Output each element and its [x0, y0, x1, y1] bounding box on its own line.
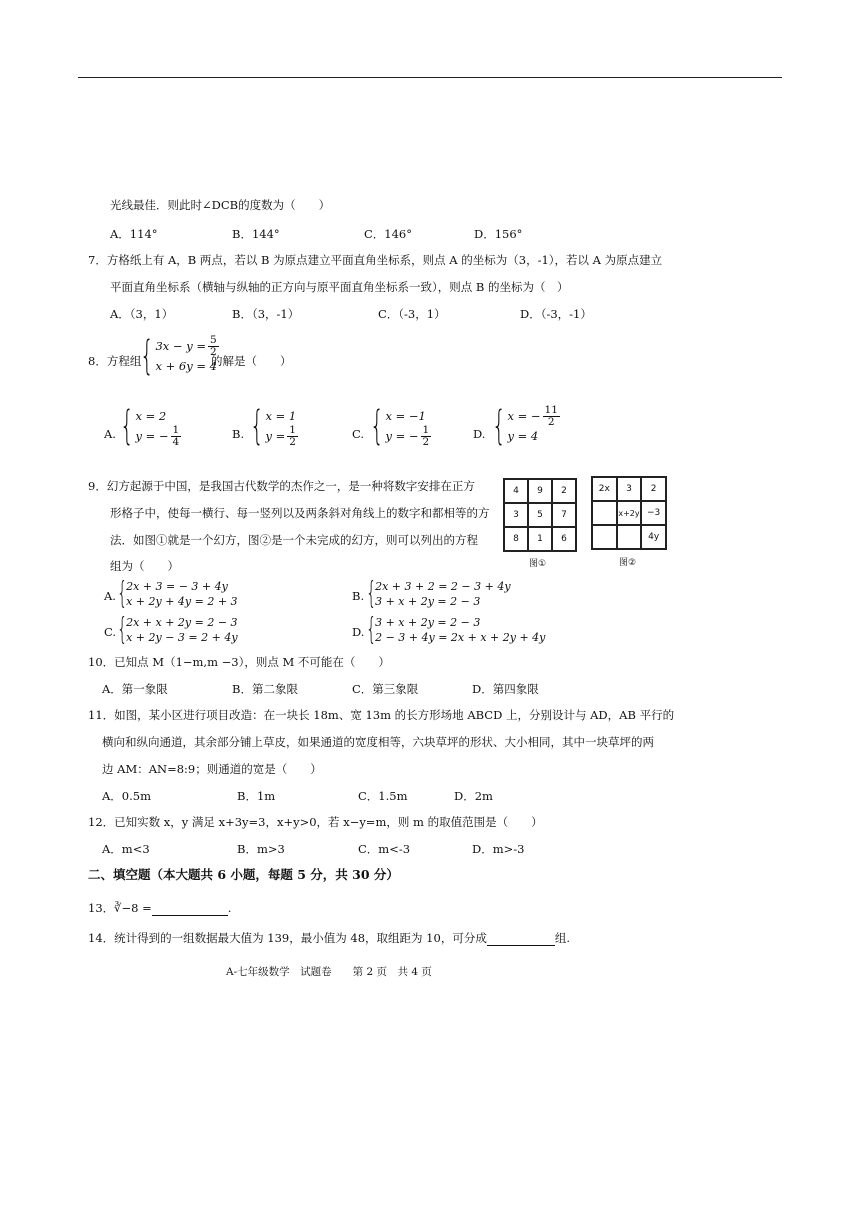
q11-option-d: D．2m: [454, 789, 493, 803]
q14-stem: 14．统计得到的一组数据最大值为 139，最小值为 48，取组距为 10，可分成: [88, 931, 487, 945]
q14-suffix: 组.: [554, 931, 570, 945]
q6-option-d: D．156°: [474, 227, 523, 241]
q6-option-c: C．146°: [364, 227, 412, 241]
page-footer: A-七年级数学 试题卷 第 2 页 共 4 页: [226, 966, 432, 978]
q9-stem-line2: 形格子中，使每一横行、每一竖列以及两条斜对角线上的数字和都相等的方: [110, 506, 490, 520]
brace-icon: {: [366, 612, 377, 647]
q7-option-b: B．（3，-1）: [232, 307, 300, 321]
q10-option-a: A．第一象限: [102, 682, 168, 696]
q11-stem-line1: 11．如图，某小区进行项目改造：在一块长 18m、宽 13m 的长方形场地 ABCD 上，分别设计与 AD，AB 平行的: [88, 708, 675, 722]
q9-stem-line4: 组为（ ）: [110, 559, 179, 573]
q12-stem: 12．已知实数 x，y 满足 x+3y=3，x+y>0，若 x−y=m，则 m 的取值范围是（ ）: [88, 815, 543, 829]
grid-cell: −3: [641, 501, 666, 525]
q8-a-x: x = 2: [135, 409, 167, 423]
answer-blank[interactable]: [487, 933, 555, 946]
brace-icon: {: [492, 403, 506, 449]
q9-stem-line3: 法．如图①就是一个幻方，图②是一个未完成的幻方，则可以列出的方程: [110, 533, 478, 547]
frac-den: 2: [422, 435, 430, 448]
q9-label-a: A.: [104, 589, 116, 603]
frac-num: 1: [289, 423, 296, 436]
q11-option-c: C．1.5m: [358, 789, 408, 803]
grid-cell: 3: [617, 477, 642, 501]
q9-d-eq2: 2 − 3 + 4y = 2x + x + 2y + 4y: [375, 631, 546, 644]
q7-option-a: A．（3，1）: [110, 307, 174, 321]
q6-option-a: A．114°: [110, 227, 158, 241]
grid-cell: [592, 525, 617, 549]
q10-option-b: B．第二象限: [232, 682, 298, 696]
q10-option-c: C．第三象限: [352, 682, 419, 696]
q7-stem-line1: 7．方格纸上有 A，B 两点，若以 B 为原点建立平面直角坐标系，则点 A 的坐标为（3，-1），若以 A 为原点建立: [88, 253, 663, 267]
q9-stem-line1: 9．幻方起源于中国，是我国古代数学的杰作之一，是一种将数字安排在正方: [88, 479, 475, 493]
grid-cell: x+2y: [617, 501, 642, 525]
q13-number: 13．: [88, 901, 115, 915]
q13-expression: ∛−8 =: [114, 901, 152, 915]
q13-period: .: [227, 901, 232, 915]
frac-num: 1: [172, 423, 180, 436]
q9-a-eq2: x + 2y + 4y = 2 + 3: [126, 595, 238, 608]
q10-stem: 10．已知点 M（1−m,m −3），则点 M 不可能在（ ）: [88, 655, 390, 669]
q9-c-eq2: x + 2y − 3 = 2 + 4y: [126, 631, 238, 644]
brace-icon: {: [370, 403, 384, 449]
q8-option-c: [370, 403, 433, 449]
answer-blank[interactable]: [152, 903, 228, 916]
grid-cell: [617, 525, 642, 549]
q8-label-c: C.: [352, 427, 365, 441]
frac-num: 11: [544, 403, 558, 416]
q9-option-d: [366, 612, 546, 647]
grid-cell: 9: [528, 479, 552, 503]
frac-num: 5: [210, 333, 217, 346]
grid-cell: 4: [504, 479, 528, 503]
q12-option-b: B．m>3: [237, 842, 285, 856]
q11-stem-line3: 边 AM：AN=8:9；则通道的宽是（ ）: [102, 762, 322, 776]
q8-c-x: x = −1: [385, 409, 426, 423]
q8-option-d: [492, 403, 562, 449]
brace-icon: {: [117, 612, 128, 647]
q8-b-x: x = 1: [265, 409, 297, 423]
q12-option-c: C．m<-3: [358, 842, 411, 856]
grid-cell: 5: [528, 503, 552, 527]
q8-b-y: y =: [265, 429, 286, 443]
brace-icon: {: [120, 403, 134, 449]
frac-den: 2: [289, 435, 296, 448]
q11-option-b: B．1m: [237, 789, 276, 803]
q8-label-a: A.: [104, 427, 116, 441]
q8-label-b: B.: [232, 427, 245, 441]
q9-c-eq1: 2x + x + 2y = 2 − 3: [126, 616, 238, 629]
q8-d-y: y = 4: [507, 429, 539, 443]
q9-label-b: B.: [352, 589, 365, 603]
q9-a-eq1: 2x + 3 = − 3 + 4y: [126, 580, 228, 593]
brace-icon: {: [366, 576, 377, 611]
q8-d-x: x = −: [507, 409, 541, 423]
grid-cell: 3: [504, 503, 528, 527]
q9-option-a: [117, 576, 238, 611]
q9-option-b: [366, 576, 511, 611]
magic-square-1: [503, 478, 577, 552]
frac-den: 2: [210, 345, 217, 358]
q8-suffix: 的解是（ ）: [211, 354, 292, 368]
q9-label-d: D.: [352, 625, 365, 639]
q9-label-c: C.: [104, 625, 117, 639]
q8-label-d: D.: [473, 427, 486, 441]
q8-option-b: [250, 403, 300, 449]
grid-cell: [592, 501, 617, 525]
q7-stem-line2: 平面直角坐标系（横轴与纵轴的正方向与原平面直角坐标系一致），则点 B 的坐标为（ ）: [110, 280, 569, 294]
figure-caption-1: 图①: [529, 559, 547, 569]
magic-square-2: [591, 476, 667, 550]
grid-cell: 2x: [592, 477, 617, 501]
q9-option-c: [117, 612, 238, 647]
q8-system: [140, 333, 221, 379]
brace-icon: {: [250, 403, 264, 449]
q9-b-eq1: 2x + 3 + 2 = 2 − 3 + 4y: [375, 580, 511, 593]
frac-den: 2: [547, 415, 555, 428]
q7-option-c: C．（-3，1）: [378, 307, 446, 321]
header-rule: [78, 77, 782, 78]
brace-icon: {: [140, 333, 154, 379]
q13-line: [88, 900, 231, 916]
q11-stem-line2: 横向和纵向通道，其余部分铺上草皮，如果通道的宽度相等，六块草坪的形状、大小相同，其中一块草坪的两: [102, 735, 654, 749]
q8-eq2: x + 6y = 4: [155, 359, 217, 373]
q10-option-d: D．第四象限: [472, 682, 539, 696]
q12-option-d: D．m>-3: [472, 842, 525, 856]
q8-c-y: y = −: [385, 429, 419, 443]
q8-eq1: 3x − y =: [155, 339, 206, 353]
grid-cell: 2: [552, 479, 576, 503]
frac-den: 4: [172, 435, 180, 448]
brace-icon: {: [117, 576, 128, 611]
grid-cell: 8: [504, 527, 528, 551]
frac-num: 1: [422, 423, 430, 436]
q8-a-y: y = −: [135, 429, 169, 443]
q7-option-d: D．（-3，-1）: [520, 307, 592, 321]
section-heading: 二、填空题（本大题共 6 小题，每题 5 分，共 30 分）: [88, 867, 399, 882]
grid-cell: 1: [528, 527, 552, 551]
q6-stem: 光线最佳．则此时∠DCB的度数为（ ）: [110, 198, 331, 212]
grid-cell: 2: [641, 477, 666, 501]
grid-cell: 6: [552, 527, 576, 551]
figure-caption-2: 图②: [619, 558, 637, 568]
q14-line: [88, 930, 570, 946]
grid-cell: 7: [552, 503, 576, 527]
q6-option-b: B．144°: [232, 227, 280, 241]
q9-d-eq1: 3 + x + 2y = 2 − 3: [375, 616, 481, 629]
q11-option-a: A．0.5m: [102, 789, 151, 803]
q9-b-eq2: 3 + x + 2y = 2 − 3: [375, 595, 481, 608]
q12-option-a: A．m<3: [102, 842, 150, 856]
q8-option-a: [120, 403, 183, 449]
q8-prefix: 8．方程组: [88, 354, 142, 368]
grid-cell: 4y: [641, 525, 666, 549]
